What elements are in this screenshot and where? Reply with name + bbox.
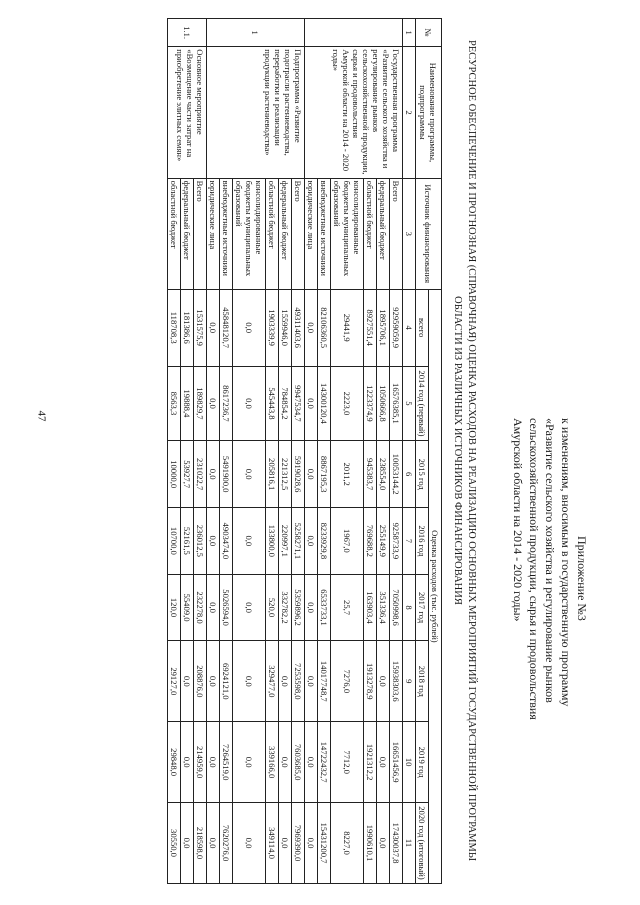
column-index-cell: 3: [403, 178, 416, 289]
financing-source: консолидированные бюджеты муниципальных образований: [233, 178, 266, 289]
value-cell: 0,0: [305, 366, 318, 441]
value-cell: 0,0: [207, 508, 220, 575]
value-cell: 6533733,1: [318, 574, 331, 641]
row-number: 1.1.: [168, 19, 207, 47]
header-year: 2020 год (итоговый): [416, 803, 429, 884]
value-cell: 19888,4: [181, 366, 194, 441]
value-cell: 0,0: [233, 803, 266, 884]
value-cell: 339166,0: [266, 722, 279, 803]
value-cell: 9947534,7: [292, 366, 305, 441]
value-cell: 0,0: [279, 641, 292, 722]
financing-source: внебюджетные источники: [318, 178, 331, 289]
value-cell: 784854,2: [279, 366, 292, 441]
value-cell: 55409,0: [181, 574, 194, 641]
header-estimate: Оценка расходов (тыс. рублей): [429, 289, 442, 883]
financing-source: федеральный бюджет: [279, 178, 292, 289]
value-cell: 29127,0: [168, 641, 181, 722]
value-cell: 0,0: [207, 641, 220, 722]
table-row: [390, 19, 403, 884]
header-year: 2016 год: [416, 508, 429, 575]
financing-source: областной бюджет: [364, 178, 377, 289]
value-cell: 0,0: [377, 803, 390, 884]
value-cell: 0,0: [207, 441, 220, 508]
value-cell: 0,0: [305, 803, 318, 884]
value-cell: 0,0: [181, 722, 194, 803]
value-cell: 218598,0: [194, 803, 207, 884]
value-cell: 329477,0: [266, 641, 279, 722]
appendix-line: «Развитие сельского хозяйства и регулирование рынков: [543, 418, 557, 703]
table-body: [168, 19, 416, 884]
value-cell: 189829,7: [194, 366, 207, 441]
value-cell: 118708,3: [168, 289, 181, 366]
value-cell: 1967,0: [331, 508, 364, 575]
financing-source: юридические лица: [305, 178, 318, 289]
value-cell: 29848,0: [168, 722, 181, 803]
column-index-cell: 2: [403, 47, 416, 178]
value-cell: 30550,0: [168, 803, 181, 884]
header-name: Наименование программы, подпрограммы: [416, 47, 442, 178]
value-cell: 2223,0: [331, 366, 364, 441]
value-cell: 7712,0: [331, 722, 364, 803]
header-year: 2014 год (первый): [416, 366, 429, 441]
value-cell: 45848120,7: [220, 289, 233, 366]
value-cell: 1531575,9: [194, 289, 207, 366]
column-index-cell: 10: [403, 722, 416, 803]
value-cell: 120,0: [168, 574, 181, 641]
value-cell: 5919028,6: [292, 441, 305, 508]
row-number: 1: [207, 19, 305, 47]
value-cell: 0,0: [233, 441, 266, 508]
value-cell: 255149,9: [377, 508, 390, 575]
value-cell: 1921312,2: [364, 722, 377, 803]
column-index-cell: 9: [403, 641, 416, 722]
value-cell: 82106360,5: [318, 289, 331, 366]
value-cell: 351336,4: [377, 574, 390, 641]
value-cell: 221312,5: [279, 441, 292, 508]
value-cell: 7050998,6: [390, 574, 403, 641]
value-cell: 214959,0: [194, 722, 207, 803]
column-index-cell: 4: [403, 289, 416, 366]
document-title-line: ОБЛАСТИ ИЗ РАЗЛИЧНЫХ ИСТОЧНИКОВ ФИНАНСИРОВАНИЯ: [452, 296, 463, 605]
value-cell: 10053144,2: [390, 441, 403, 508]
value-cell: 220997,1: [279, 508, 292, 575]
value-cell: 0,0: [233, 508, 266, 575]
header-year: 2015 год: [416, 441, 429, 508]
value-cell: 92959059,9: [390, 289, 403, 366]
column-index-row: [403, 19, 416, 884]
value-cell: 0,0: [181, 641, 194, 722]
financing-source: федеральный бюджет: [181, 178, 194, 289]
program-name: Основное мероприятие «Возмещение части затрат на приобретение элитных семян»: [168, 47, 207, 178]
value-cell: 7603685,0: [292, 722, 305, 803]
value-cell: 15431200,7: [318, 803, 331, 884]
value-cell: 1050666,8: [377, 366, 390, 441]
value-cell: 0,0: [305, 508, 318, 575]
value-cell: 349114,0: [266, 803, 279, 884]
value-cell: 205816,1: [266, 441, 279, 508]
value-cell: 0,0: [181, 803, 194, 884]
table-row: [194, 19, 207, 884]
header-total: всего: [416, 289, 429, 366]
value-cell: 545443,8: [266, 366, 279, 441]
value-cell: 0,0: [305, 441, 318, 508]
appendix-line: Амурской области на 2014 - 2020 годы»: [511, 418, 525, 622]
value-cell: 181386,6: [181, 289, 194, 366]
value-cell: 25,7: [331, 574, 364, 641]
value-cell: 15938303,6: [390, 641, 403, 722]
value-cell: 14722432,7: [318, 722, 331, 803]
value-cell: 0,0: [233, 289, 266, 366]
value-cell: 49311403,6: [292, 289, 305, 366]
value-cell: 0,0: [305, 641, 318, 722]
value-cell: 0,0: [233, 366, 266, 441]
value-cell: 1559946,0: [279, 289, 292, 366]
value-cell: 945383,7: [364, 441, 377, 508]
value-cell: 0,0: [207, 289, 220, 366]
value-cell: 10000,0: [168, 441, 181, 508]
value-cell: 17430037,8: [390, 803, 403, 884]
value-cell: 5491900,0: [220, 441, 233, 508]
column-index-cell: 6: [403, 441, 416, 508]
column-index-cell: 1: [403, 19, 416, 47]
value-cell: 1903339,9: [266, 289, 279, 366]
header-year: 2019 год: [416, 722, 429, 803]
value-cell: 0,0: [377, 641, 390, 722]
value-cell: 5258271,1: [292, 508, 305, 575]
value-cell: 0,0: [305, 722, 318, 803]
value-cell: 16651456,9: [390, 722, 403, 803]
value-cell: 0,0: [279, 803, 292, 884]
value-cell: 8927551,4: [364, 289, 377, 366]
value-cell: 1913278,9: [364, 641, 377, 722]
value-cell: 769688,2: [364, 508, 377, 575]
value-cell: 1895706,1: [377, 289, 390, 366]
value-cell: 7264519,0: [220, 722, 233, 803]
row-number: [305, 19, 403, 47]
value-cell: 0,0: [233, 722, 266, 803]
value-cell: 208876,0: [194, 641, 207, 722]
appendix-header: [510, 418, 590, 878]
value-cell: 232278,0: [194, 574, 207, 641]
value-cell: 29441,9: [331, 289, 364, 366]
value-cell: 520,0: [266, 574, 279, 641]
value-cell: 7253598,0: [292, 641, 305, 722]
value-cell: 0,0: [305, 574, 318, 641]
value-cell: 9258733,9: [390, 508, 403, 575]
value-cell: 52161,5: [181, 508, 194, 575]
appendix-title: Приложение №3: [575, 536, 589, 621]
financing-source: юридические лица: [207, 178, 220, 289]
appendix-line: к изменениям, вносимым в государственную программу: [559, 418, 573, 707]
value-cell: 1990610,1: [364, 803, 377, 884]
value-cell: 0,0: [305, 289, 318, 366]
rotated-document-sheet: [70, 18, 590, 888]
financing-source: консолидированные бюджеты муниципальных образований: [331, 178, 364, 289]
financing-table: [167, 18, 442, 884]
value-cell: 0,0: [207, 574, 220, 641]
header-year: 2018 год: [416, 641, 429, 722]
value-cell: 0,0: [377, 722, 390, 803]
financing-source: Всего: [390, 178, 403, 289]
value-cell: 14300120,4: [318, 366, 331, 441]
value-cell: 238554,0: [377, 441, 390, 508]
value-cell: 53927,7: [181, 441, 194, 508]
program-name: Государственная программа «Развитие сельского хозяйства и регулирование рынков сельскохозяйственной продукции, сырья и продовольствия Амурской области на 2014 - 2020 годы»: [305, 47, 403, 178]
value-cell: 8227,0: [331, 803, 364, 884]
value-cell: 8563,3: [168, 366, 181, 441]
column-index-cell: 5: [403, 366, 416, 441]
column-index-cell: 7: [403, 508, 416, 575]
document-title: [450, 18, 478, 883]
value-cell: 0,0: [207, 366, 220, 441]
document-title-line: РЕСУРСНОЕ ОБЕСПЕЧЕНИЕ И ПРОГНОЗНАЯ (СПРАВОЧНАЯ) ОЦЕНКА РАСХОДОВ НА РЕАЛИЗАЦИЮ ОСНОВНЫХ МЕРОПРИЯТИЙ ГОСУДАРСТВЕННОЙ ПРОГРАММЫ: [466, 39, 477, 862]
value-cell: 0,0: [207, 803, 220, 884]
column-index-cell: 11: [403, 803, 416, 884]
financing-source: областной бюджет: [266, 178, 279, 289]
value-cell: 163903,4: [364, 574, 377, 641]
value-cell: 231022,7: [194, 441, 207, 508]
value-cell: 1223374,9: [364, 366, 377, 441]
value-cell: 8233929,8: [318, 508, 331, 575]
page-number: 47: [35, 410, 48, 422]
value-cell: 8867195,3: [318, 441, 331, 508]
appendix-line: сельскохозяйственной продукции, сырья и продовольствия: [527, 418, 541, 720]
financing-source: областной бюджет: [168, 178, 181, 289]
header-source: Источник финансирования: [416, 178, 442, 289]
value-cell: 10700,0: [168, 508, 181, 575]
value-cell: 236012,5: [194, 508, 207, 575]
value-cell: 2011,2: [331, 441, 364, 508]
value-cell: 14017748,7: [318, 641, 331, 722]
financing-source: Всего: [194, 178, 207, 289]
value-cell: 0,0: [233, 574, 266, 641]
value-cell: 7620276,0: [220, 803, 233, 884]
header-number: №: [416, 19, 442, 47]
value-cell: 332782,2: [279, 574, 292, 641]
financing-source: внебюджетные источники: [220, 178, 233, 289]
header-year: 2017 год: [416, 574, 429, 641]
value-cell: 7276,0: [331, 641, 364, 722]
value-cell: 0,0: [279, 722, 292, 803]
value-cell: 133800,0: [266, 508, 279, 575]
value-cell: 5026594,0: [220, 574, 233, 641]
value-cell: 16576385,1: [390, 366, 403, 441]
value-cell: 6924121,0: [220, 641, 233, 722]
financing-source: федеральный бюджет: [377, 178, 390, 289]
value-cell: 5359896,2: [292, 574, 305, 641]
value-cell: 7969390,0: [292, 803, 305, 884]
financing-source: Всего: [292, 178, 305, 289]
column-index-cell: 8: [403, 574, 416, 641]
value-cell: 0,0: [233, 641, 266, 722]
value-cell: 4903474,0: [220, 508, 233, 575]
value-cell: 8617236,7: [220, 366, 233, 441]
program-name: Подпрограмма «Развитие подотрасли растениеводства, переработки и реализации продукции растениеводства»: [207, 47, 305, 178]
table-row: [292, 19, 305, 884]
value-cell: 0,0: [207, 722, 220, 803]
